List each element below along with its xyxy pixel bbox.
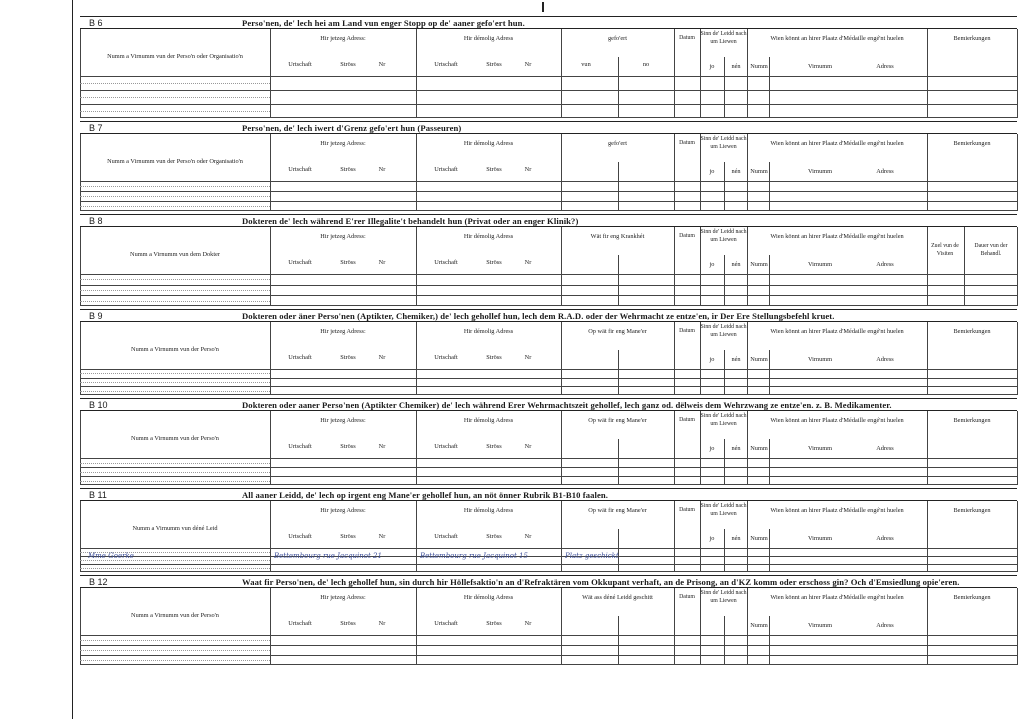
rule-vertical <box>724 350 725 395</box>
sub-ortschaft-current: Urtschaft <box>288 533 312 540</box>
col-name-label: Numm a Virnumm vun der Perso'n oder Organisatio'n <box>107 53 243 60</box>
col-current-address-label: Hir jetzeg Adress: <box>320 328 366 335</box>
col-current-address-label: Hir jetzeg Adress: <box>320 594 366 601</box>
col-alive-label: Sinn de' Leidd nach um Liewen <box>700 413 747 427</box>
col-witness-label: Wien könnt an hirer Plaatz d'Médaille engé'nt huelen <box>770 594 904 601</box>
sub-yes: jo <box>709 261 715 268</box>
rule-vertical <box>1017 134 1018 211</box>
col-previous-address-label: Hir démolig Adress <box>463 417 514 424</box>
col-witness-label: Wien könnt an hirer Plaatz d'Médaille engé'nt huelen <box>770 328 904 335</box>
form-section-b9 <box>80 309 1017 395</box>
sub-witness-firstname: Virnumm <box>807 622 833 629</box>
rule-horizontal <box>80 274 1017 275</box>
col-subject-label: Op wät fir eng Mane'er <box>588 507 647 514</box>
col-visits-label: Zuel vun de Visiten <box>931 243 959 257</box>
sub-no: nén <box>731 356 741 363</box>
section-code: B 8 <box>89 216 103 226</box>
section-code: B 11 <box>89 490 107 500</box>
rule-vertical <box>724 255 725 306</box>
sub-witness-address: Adress <box>876 535 894 542</box>
sheet-left-edge <box>72 0 73 719</box>
section-header <box>80 488 1017 501</box>
section-title: Perso'nen, de' lech iwert d'Grenz gefo'ert hun (Passeuren) <box>242 123 462 133</box>
sub-witness-firstname: Virnumm <box>807 356 833 363</box>
rule-horizontal <box>80 201 1017 202</box>
row-guide <box>80 660 270 661</box>
sub-strooss-previous: Ströss <box>486 533 502 540</box>
rule-vertical <box>769 255 770 306</box>
sub-ortschaft-previous: Urtschaft <box>434 259 458 266</box>
col-date-label: Datum <box>679 35 695 41</box>
col-subject-label: gefo'ert <box>608 140 627 147</box>
col-name-label: Numm a Virnumm vun der Perso'n <box>131 346 219 353</box>
rule-vertical <box>80 134 81 211</box>
rule-vertical <box>618 350 619 395</box>
col-date-label: Datum <box>679 417 695 423</box>
rule-vertical <box>1017 411 1018 485</box>
sub-witness-firstname: Virnumm <box>807 168 833 175</box>
rule-vertical <box>769 350 770 395</box>
col-remarks-label: Bemierkungen <box>953 507 991 514</box>
col-previous-address-label: Hir démolig Adress <box>463 35 514 42</box>
section-code: B 12 <box>89 577 108 587</box>
col-duration-label: Dauer vun der Behandl. <box>974 243 1008 257</box>
col-remarks-label: Bemierkungen <box>953 417 991 424</box>
form-section-b6 <box>80 16 1017 118</box>
rule-vertical <box>618 616 619 665</box>
col-name-label: Numm a Virnumm vun der Perso'n oder Organisatio'n <box>107 158 243 165</box>
sub-ortschaft-current: Urtschaft <box>288 620 312 627</box>
col-current-address-label: Hir jetzeg Adress: <box>320 140 366 147</box>
sub-nr-current: Nr <box>378 620 386 627</box>
sub-witness-firstname: Virnumm <box>807 445 833 452</box>
rule-horizontal <box>80 655 1017 656</box>
sub-witness-address: Adress <box>876 168 894 175</box>
sub-nr-current: Nr <box>378 443 386 450</box>
sub-nr-current: Nr <box>378 61 386 68</box>
col-witness-label: Wien könnt an hirer Plaatz d'Médaille engé'nt huelen <box>770 35 904 42</box>
sub-strooss-previous: Ströss <box>486 354 502 361</box>
rule-vertical <box>964 227 965 306</box>
sub-yes: jo <box>709 356 715 363</box>
section-header <box>80 214 1017 227</box>
row-guide <box>80 391 270 392</box>
rule-vertical <box>769 529 770 572</box>
sub-ortschaft-previous: Urtschaft <box>434 61 458 68</box>
section-code: B 6 <box>89 18 103 28</box>
col-remarks-label: Bemierkungen <box>953 594 991 601</box>
section-table <box>80 322 1017 395</box>
col-date-label: Datum <box>679 328 695 334</box>
row-guide <box>80 382 270 383</box>
sub-nr-previous: Nr <box>524 533 532 540</box>
handwritten-previous-address: Bettembourg rue Jacquinot 15 <box>420 552 528 560</box>
rule-vertical <box>747 134 748 211</box>
sub-no: nén <box>731 535 741 542</box>
rule-vertical <box>724 529 725 572</box>
row-guide <box>80 83 270 84</box>
rule-horizontal <box>80 90 1017 91</box>
rule-horizontal <box>80 484 1017 485</box>
sub-nr-current: Nr <box>378 354 386 361</box>
section-code: B 9 <box>89 311 103 321</box>
col-previous-address-label: Hir démolig Adress <box>463 233 514 240</box>
row-guide <box>80 111 270 112</box>
rule-horizontal <box>80 104 1017 105</box>
col-alive-label: Sinn de' Leidd nach um Liewen <box>700 136 747 150</box>
form-section-b11 <box>80 488 1017 572</box>
rule-horizontal <box>80 76 1017 77</box>
sub-witness-name: Numm <box>750 622 768 629</box>
sub-strooss-previous: Ströss <box>486 61 502 68</box>
section-code: B 7 <box>89 123 103 133</box>
rule-vertical <box>618 57 619 118</box>
sub-strooss-current: Ströss <box>340 533 356 540</box>
col-witness-label: Wien könnt an hirer Plaatz d'Médaille engé'nt huelen <box>770 140 904 147</box>
col-remarks-label: Bemierkungen <box>953 140 991 147</box>
sub-witness-address: Adress <box>876 445 894 452</box>
sub-ortschaft-current: Urtschaft <box>288 61 312 68</box>
section-table <box>80 501 1017 572</box>
sub-ortschaft-previous: Urtschaft <box>434 620 458 627</box>
rule-horizontal <box>80 181 1017 182</box>
rule-vertical <box>80 501 81 572</box>
row-guide <box>80 196 270 197</box>
col-current-address-label: Hir jetzeg Adress: <box>320 35 366 42</box>
col-subject-label: Wät fir eng Krankhét <box>590 233 645 240</box>
sub-strooss-previous: Ströss <box>486 166 502 173</box>
section-table <box>80 134 1017 211</box>
rule-vertical <box>1017 29 1018 118</box>
col-previous-address-label: Hir démolig Adress <box>463 328 514 335</box>
sub-witness-firstname: Virnumm <box>807 535 833 542</box>
handwritten-current-address: Bettembourg rue Jacquinot 21 <box>274 552 382 560</box>
section-header <box>80 575 1017 588</box>
rule-horizontal <box>80 664 1017 665</box>
col-date-label: Datum <box>679 594 695 600</box>
sub-from: vun <box>581 61 591 68</box>
rule-vertical <box>80 411 81 485</box>
rule-horizontal <box>80 378 1017 379</box>
sub-strooss-current: Ströss <box>340 354 356 361</box>
row-guide <box>80 481 270 482</box>
rule-vertical <box>618 255 619 306</box>
rule-vertical <box>1017 501 1018 572</box>
sub-yes: jo <box>709 535 715 542</box>
rule-horizontal <box>80 117 1017 118</box>
rule-vertical <box>769 439 770 485</box>
sub-nr-current: Nr <box>378 259 386 266</box>
sub-ortschaft-previous: Urtschaft <box>434 443 458 450</box>
col-remarks-label: Bemierkungen <box>953 35 991 42</box>
col-date-label: Datum <box>679 233 695 239</box>
sub-ortschaft-current: Urtschaft <box>288 354 312 361</box>
sub-strooss-current: Ströss <box>340 166 356 173</box>
sub-nr-current: Nr <box>378 533 386 540</box>
section-header <box>80 398 1017 411</box>
row-guide <box>80 640 270 641</box>
rule-horizontal <box>80 635 1017 636</box>
section-title: Waat fir Perso'nen, de' lech gehollef hun, sin durch hir Höllefsaktio'n an d'Refraktären vom Okkupant verhaft, an de Prisong, an d'KZ komm oder erschoss gin? Och d'Emsiedlung opie'eren. <box>242 577 960 587</box>
row-guide <box>80 206 270 207</box>
rule-vertical <box>769 57 770 118</box>
sub-nr-previous: Nr <box>524 443 532 450</box>
sub-strooss-current: Ströss <box>340 443 356 450</box>
section-code: B 10 <box>89 400 108 410</box>
col-witness-label: Wien könnt an hirer Plaatz d'Médaille engé'nt huelen <box>770 417 904 424</box>
col-date-label: Datum <box>679 507 695 513</box>
rule-horizontal <box>80 556 1017 557</box>
rule-vertical <box>747 588 748 665</box>
top-fold-mark <box>542 2 544 12</box>
col-name-label: Numm a Virnumm vun dem Dokter <box>130 251 220 258</box>
section-table <box>80 411 1017 485</box>
sub-witness-address: Adress <box>876 622 894 629</box>
rule-horizontal <box>80 458 1017 459</box>
sub-strooss-previous: Ströss <box>486 620 502 627</box>
rule-vertical <box>769 162 770 211</box>
sub-witness-name: Numm <box>750 261 768 268</box>
col-alive-label: Sinn de' Leidd nach um Liewen <box>700 503 747 517</box>
row-guide <box>80 650 270 651</box>
col-name-label: Numm a Virnumm vun déné Leid <box>132 525 218 532</box>
col-alive-label: Sinn de' Leidd nach um Liewen <box>700 229 747 243</box>
sub-yes: jo <box>709 168 715 175</box>
sub-ortschaft-current: Urtschaft <box>288 259 312 266</box>
rule-vertical <box>724 57 725 118</box>
col-subject-label: Wät ass déné Leidd geschitt <box>582 594 653 601</box>
rule-horizontal <box>80 191 1017 192</box>
rule-vertical <box>747 411 748 485</box>
sub-witness-address: Adress <box>876 356 894 363</box>
col-current-address-label: Hir jetzeg Adress: <box>320 233 366 240</box>
row-guide <box>80 97 270 98</box>
rule-horizontal <box>80 285 1017 286</box>
rule-horizontal <box>80 571 1017 572</box>
sub-nr-previous: Nr <box>524 166 532 173</box>
col-remarks-label: Bemierkungen <box>953 328 991 335</box>
col-previous-address-label: Hir démolig Adress <box>463 507 514 514</box>
rule-vertical <box>618 162 619 211</box>
col-alive-label: Sinn de' Leidd nach um Liewen <box>700 590 747 604</box>
sub-witness-name: Numm <box>750 356 768 363</box>
sub-witness-address: Adress <box>876 63 894 70</box>
rule-horizontal <box>80 564 1017 565</box>
sub-yes: jo <box>709 63 715 70</box>
rule-horizontal <box>80 645 1017 646</box>
rule-horizontal <box>80 394 1017 395</box>
sub-witness-firstname: Virnumm <box>807 63 833 70</box>
form-section-b12 <box>80 575 1017 665</box>
col-alive-label: Sinn de' Leidd nach um Liewen <box>700 324 747 338</box>
rule-vertical <box>1017 322 1018 395</box>
col-previous-address-label: Hir démolig Adress <box>463 594 514 601</box>
rule-vertical <box>1017 588 1018 665</box>
col-previous-address-label: Hir démolig Adress <box>463 140 514 147</box>
rule-vertical <box>769 616 770 665</box>
form-section-b7 <box>80 121 1017 211</box>
section-header <box>80 309 1017 322</box>
section-title: All aaner Leidd, de' lech op irgent eng Mane'er gehollef hun, an nöt önner Rubrik B1-B10 faalen. <box>242 490 609 500</box>
sub-witness-name: Numm <box>750 535 768 542</box>
section-title: Perso'nen, de' lech hei am Land vun enger Stopp op de' aaner gefo'ert hun. <box>242 18 525 28</box>
sub-nr-previous: Nr <box>524 354 532 361</box>
row-guide <box>80 290 270 291</box>
rule-vertical <box>747 501 748 572</box>
col-alive-label: Sinn de' Leidd nach um Liewen <box>700 31 747 45</box>
rule-horizontal <box>80 386 1017 387</box>
sub-nr-current: Nr <box>378 166 386 173</box>
sub-no: nén <box>731 63 741 70</box>
sub-ortschaft-previous: Urtschaft <box>434 166 458 173</box>
sub-nr-previous: Nr <box>524 620 532 627</box>
row-guide <box>80 463 270 464</box>
section-title: Dokteren oder aaner Perso'nen (Aptikter Chemiker) de' lech während Erer Wehrmachtszeit gehollef, lech ganz od. dëlweis dem Wehrzwang ze entze'en. z. B. Medikamenter. <box>242 400 892 410</box>
rule-vertical <box>618 439 619 485</box>
rule-vertical <box>80 322 81 395</box>
sub-strooss-previous: Ströss <box>486 259 502 266</box>
row-guide <box>80 301 270 302</box>
rule-horizontal <box>80 476 1017 477</box>
sub-strooss-previous: Ströss <box>486 443 502 450</box>
col-subject-label: Op wät fir eng Mane'er <box>588 417 647 424</box>
col-subject-label: Op wät fir eng Mane'er <box>588 328 647 335</box>
rule-vertical <box>724 439 725 485</box>
sub-no: nén <box>731 445 741 452</box>
sub-no: nén <box>731 168 741 175</box>
col-witness-label: Wien könnt an hirer Plaatz d'Médaille engé'nt huelen <box>770 507 904 514</box>
col-date-label: Datum <box>679 140 695 146</box>
section-table <box>80 29 1017 118</box>
sub-witness-name: Numm <box>750 63 768 70</box>
rule-horizontal <box>80 210 1017 211</box>
row-guide <box>80 186 270 187</box>
col-name-label: Numm a Virnumm vun der Perso'n <box>131 612 219 619</box>
rule-horizontal <box>80 305 1017 306</box>
rule-vertical <box>80 588 81 665</box>
row-guide <box>80 560 270 561</box>
col-current-address-label: Hir jetzeg Adress: <box>320 507 366 514</box>
sub-yes: jo <box>709 445 715 452</box>
sub-strooss-current: Ströss <box>340 620 356 627</box>
sub-ortschaft-previous: Urtschaft <box>434 354 458 361</box>
row-guide <box>80 279 270 280</box>
sub-ortschaft-current: Urtschaft <box>288 166 312 173</box>
col-name-label: Numm a Virnumm vun der Perso'n <box>131 435 219 442</box>
rule-horizontal <box>80 548 1017 549</box>
section-table <box>80 588 1017 665</box>
sub-witness-address: Adress <box>876 261 894 268</box>
sub-ortschaft-previous: Urtschaft <box>434 533 458 540</box>
sub-ortschaft-current: Urtschaft <box>288 443 312 450</box>
sub-strooss-current: Ströss <box>340 61 356 68</box>
handwritten-subject: Platz geschickt <box>565 552 619 560</box>
row-guide <box>80 373 270 374</box>
section-title: Dokteren oder äner Perso'nen (Aptikter, Chemiker,) de' lech gehollef hun, lech dem R.A.D. oder der Wehrmacht ze entze'en, ir Der Ere Stellungsbefehl kruet. <box>242 311 835 321</box>
sub-nr-previous: Nr <box>524 259 532 266</box>
rule-vertical <box>618 529 619 572</box>
rule-vertical <box>1017 227 1018 306</box>
sub-witness-name: Numm <box>750 445 768 452</box>
handwritten-name: Mme Goerke <box>88 552 134 560</box>
row-guide <box>80 568 270 569</box>
rule-vertical <box>747 322 748 395</box>
section-table <box>80 227 1017 306</box>
sub-to: no <box>642 61 650 68</box>
rule-horizontal <box>80 295 1017 296</box>
sub-witness-firstname: Virnumm <box>807 261 833 268</box>
rule-horizontal <box>80 467 1017 468</box>
rule-vertical <box>724 616 725 665</box>
form-section-b8 <box>80 214 1017 306</box>
rule-vertical <box>724 162 725 211</box>
sub-strooss-current: Ströss <box>340 259 356 266</box>
section-header <box>80 121 1017 134</box>
rule-horizontal <box>80 369 1017 370</box>
section-title: Dokteren de' lech während E'rer Illegalite't behandelt hun (Privat oder an enger Klinik?) <box>242 216 579 226</box>
row-guide <box>80 472 270 473</box>
sub-witness-name: Numm <box>750 168 768 175</box>
col-subject-label: gefo'ert <box>608 35 627 42</box>
col-witness-label: Wien könnt an hirer Plaatz d'Médaille engé'nt huelen <box>770 233 904 240</box>
col-current-address-label: Hir jetzeg Adress: <box>320 417 366 424</box>
sub-nr-previous: Nr <box>524 61 532 68</box>
section-header <box>80 16 1017 29</box>
form-section-b10 <box>80 398 1017 485</box>
sub-no: nén <box>731 261 741 268</box>
